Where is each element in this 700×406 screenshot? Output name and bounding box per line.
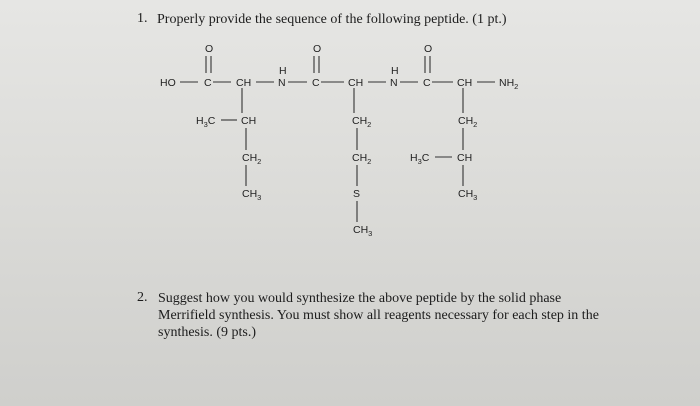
carbonyl-c-2: C	[312, 77, 320, 89]
formula-rest: C	[421, 152, 430, 164]
n-terminus-nh2	[499, 77, 518, 91]
subscript-digit: 2	[367, 120, 372, 129]
question-1-text: Properly provide the sequence of the following peptide. (1 pt.)	[157, 12, 507, 27]
formula-rest: C	[207, 115, 216, 127]
amide-h-1: H	[279, 65, 287, 77]
carbonyl-o-2: O	[313, 43, 322, 55]
h3c-label-1: $H_3C$	[196, 115, 216, 129]
amide-n-2: N	[390, 77, 398, 89]
question-1-number: 1.	[137, 11, 148, 26]
side-ch2-1: $CH_2$	[242, 152, 262, 166]
side-ch3-3: $CH_3$	[458, 188, 478, 202]
amide-n-1: N	[278, 77, 286, 89]
subscript-digit: 3	[257, 193, 262, 202]
side-ch2-2a: $CH_2$	[352, 115, 372, 129]
side-ch2-2b: $CH_2$	[352, 152, 372, 166]
side-ch-1: CH	[241, 115, 257, 127]
subscript-digit: 3	[203, 120, 208, 129]
subscript-digit: 3	[368, 229, 373, 238]
nh2-label: NH	[499, 77, 515, 89]
subscript-digit: 2	[257, 157, 262, 166]
side-ch-3: CH	[457, 152, 473, 164]
alpha-ch-3: CH	[457, 77, 473, 89]
subscript-digit: 3	[473, 193, 478, 202]
sulfur-label: S	[353, 188, 361, 200]
question-2-text: Suggest how you would synthesize the above peptide by the solid phase Merrifield synthesis. You must show all reagents necessary for each step in the synthesis. (9 pts.)	[158, 291, 599, 340]
amide-h-2: H	[391, 65, 399, 77]
subscript-digit: 3	[417, 157, 422, 166]
side-ch3-1: $CH_3$	[242, 188, 262, 202]
question-2-number: 2.	[137, 290, 148, 305]
alpha-ch-1: CH	[236, 77, 252, 89]
carbonyl-o-1: O	[205, 43, 214, 55]
carbonyl-o-3: O	[424, 43, 433, 55]
ho-label: HO	[160, 77, 176, 89]
subscript-digit: 2	[367, 157, 372, 166]
h3c-label-3: $H_3C$	[410, 152, 430, 166]
side-ch3-2: $CH_3$	[353, 224, 373, 238]
carbonyl-c-3: C	[423, 77, 431, 89]
subscript-digit: 2	[473, 120, 478, 129]
alpha-ch-2: CH	[348, 77, 364, 89]
side-ch2-3: $CH_2$	[458, 115, 478, 129]
carbonyl-c-1: C	[204, 77, 212, 89]
subscript-digit: 2	[514, 82, 519, 91]
